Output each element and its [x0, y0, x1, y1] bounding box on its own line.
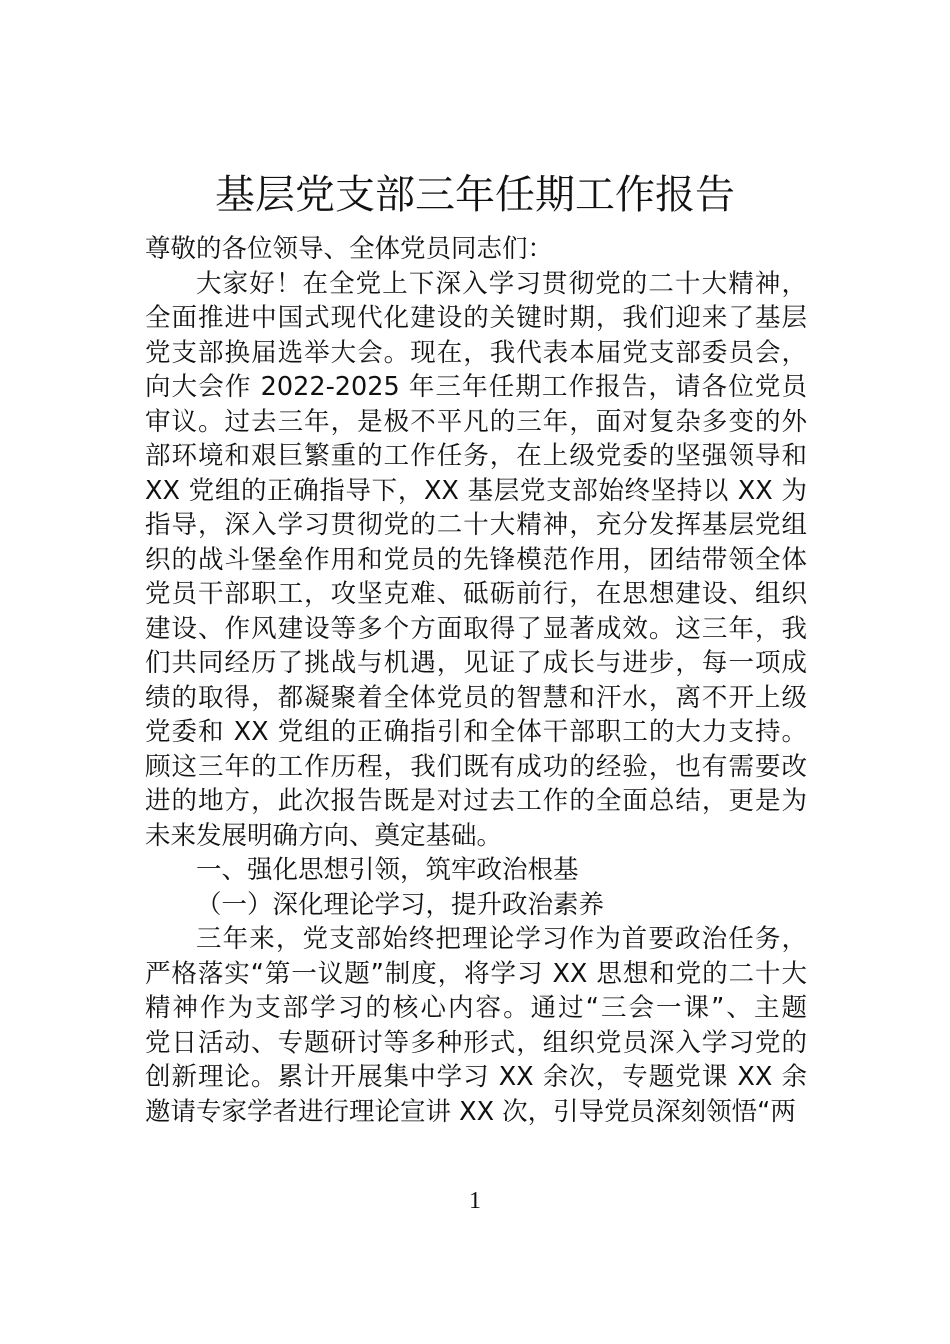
text-line: 未来发展明确方向、奠定基础。 — [145, 820, 503, 851]
text-line: 党员干部职工，攻坚克难、砥砺前行，在思想建设、组织 — [145, 579, 807, 609]
document-title: 基层党支部三年任期工作报告 — [215, 172, 735, 218]
text-line: 织的战斗堡垒作用和党员的先锋模范作用，团结带领全体 — [145, 544, 807, 575]
text-line: 进的地方，此次报告既是对过去工作的全面总结，更是为 — [145, 786, 807, 816]
text-line: 邀请专家学者进行理论宣讲 XX 次，引导党员深刻领悟“两 — [145, 1096, 796, 1127]
text-line: 顾这三年的工作历程，我们既有成功的经验，也有需要改 — [145, 751, 807, 782]
text-line: 审议。过去三年，是极不平凡的三年，面对复杂多变的外 — [145, 406, 807, 437]
text-line: 党支部换届选举大会。现在，我代表本届党支部委员会， — [145, 337, 807, 368]
text-line: 严格落实“第一议题”制度，将学习 XX 思想和党的二十大 — [145, 958, 807, 989]
heading2-paragraph — [145, 888, 807, 923]
heading1-paragraph — [145, 853, 807, 888]
text-line: 全面推进中国式现代化建设的关键时期，我们迎来了基层 — [145, 303, 807, 333]
text-line: 党委和 XX 党组的正确指引和全体干部职工的大力支持。 — [145, 717, 807, 747]
text-line: 大家好！在全党上下深入学习贯彻党的二十大精神， — [196, 268, 807, 299]
document-body — [145, 232, 807, 1129]
paragraph — [145, 267, 807, 854]
text-line: 党日活动、专题研讨等多种形式，组织党员深入学习党的 — [145, 1027, 807, 1058]
text-line: （一）深化理论学习，提升政治素养 — [196, 889, 605, 920]
text-line: 向大会作 2022-2025 年三年任期工作报告，请各位党员 — [145, 372, 807, 402]
text-line: 们共同经历了挑战与机遇，见证了成长与进步，每一项成 — [145, 648, 807, 678]
text-line: 指导，深入学习贯彻党的二十大精神，充分发挥基层党组 — [145, 510, 807, 540]
page-number: 1 — [469, 1188, 481, 1214]
text-line: 尊敬的各位领导、全体党员同志们： — [145, 234, 554, 264]
text-line: 创新理论。累计开展集中学习 XX 余次，专题党课 XX 余 — [145, 1062, 807, 1092]
salutation-paragraph — [145, 232, 807, 267]
text-line: 三年来，党支部始终把理论学习作为首要政治任务， — [196, 924, 807, 954]
text-line: 精神作为支部学习的核心内容。通过“三会一课”、主题 — [145, 993, 807, 1023]
paragraph — [145, 922, 807, 1129]
text-line: XX 党组的正确指导下，XX 基层党支部始终坚持以 XX 为 — [145, 475, 807, 506]
text-line: 部环境和艰巨繁重的工作任务，在上级党委的坚强领导和 — [145, 441, 807, 471]
text-line: 建设、作风建设等多个方面取得了显著成效。这三年，我 — [145, 613, 807, 644]
text-line: 一、强化思想引领，筑牢政治根基 — [196, 855, 579, 885]
text-line: 绩的取得，都凝聚着全体党员的智慧和汗水，离不开上级 — [145, 682, 807, 713]
